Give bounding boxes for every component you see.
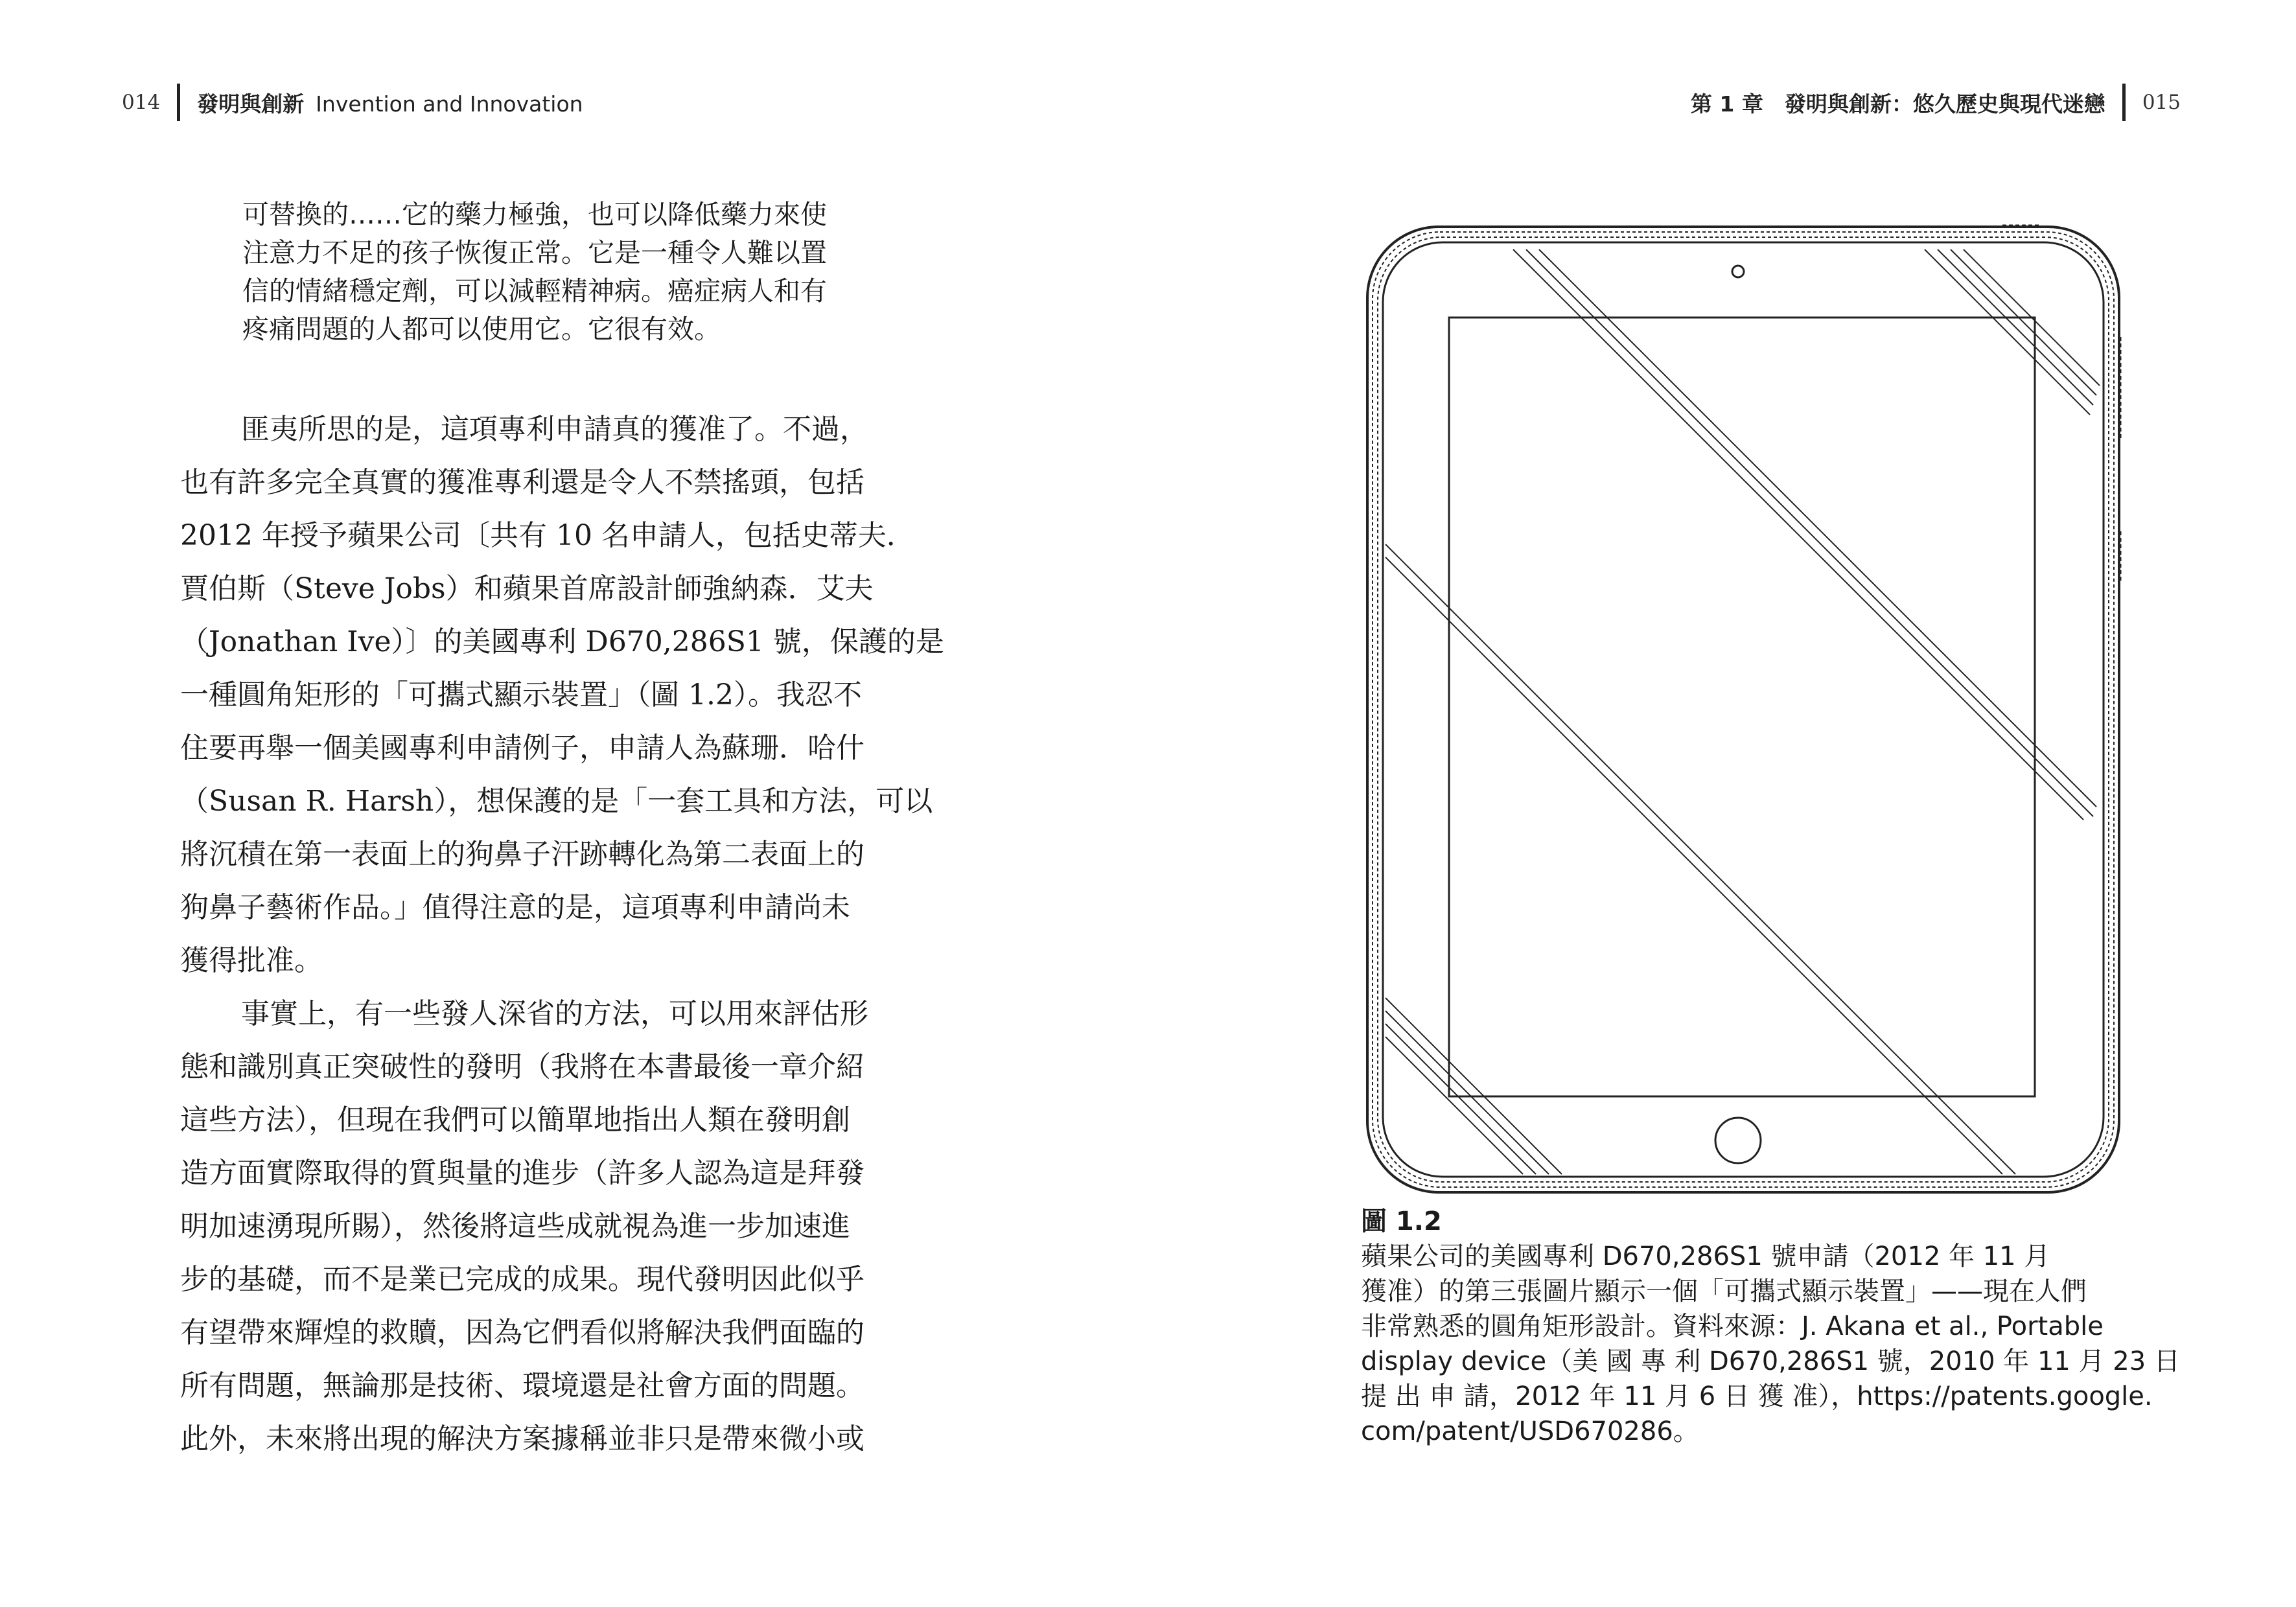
caption-line: com/patent/USD670286。 — [1361, 1416, 1699, 1446]
body-line: 匪夷所思的是，這項專利申請真的獲准了。不過， — [241, 413, 868, 446]
caption-text: 蘋果公司的美國專利 D670,286S1 號申請（2012 年 11 月 — [1361, 1242, 2050, 1271]
quote-line: 可替換的……它的藥力極強，也可以降低藥力來使 — [242, 199, 827, 230]
left-page-number: 014 — [122, 91, 161, 114]
body-line: 也有許多完全真實的獲准專利還是令人不禁搖頭，包括 — [180, 466, 864, 499]
body-text — [180, 403, 951, 1466]
block-quote — [242, 196, 903, 349]
book-title-en: Invention and Innovation — [316, 91, 583, 117]
body-line: 態和識別真正突破性的發明（我將在本書最後一章介紹 — [180, 1050, 864, 1083]
body-line: （Susan R. Harsh），想保護的是「一套工具和方法，可以 — [180, 785, 933, 818]
caption-line: 非常熟悉的圓角矩形設計。資料來源：J. Akana et al., Portable — [1361, 1312, 2104, 1341]
book-title — [197, 87, 583, 118]
body-line: 這些方法），但現在我們可以簡單地指出人類在發明創 — [180, 1104, 850, 1137]
home-button-icon — [1715, 1118, 1761, 1163]
tablet-patent-drawing-icon — [1354, 220, 2132, 1205]
body-line: 賈伯斯（Steve Jobs）和蘋果首席設計師強納森．艾夫 — [180, 572, 874, 605]
body-line: 將沉積在第一表面上的狗鼻子汗跡轉化為第二表面上的 — [180, 838, 864, 871]
body-line: 獲得批准。 — [180, 944, 323, 977]
figure-caption — [1361, 1204, 2180, 1449]
device-edge-stipple — [1373, 232, 2114, 1187]
figure-label: 圖 1.2 — [1361, 1207, 1442, 1236]
header-divider — [177, 84, 180, 121]
quote-line: 注意力不足的孩子恢復正常。它是一種令人難以置 — [242, 237, 827, 268]
header-divider — [2122, 84, 2126, 121]
device-outline — [1367, 227, 2119, 1192]
body-line: 狗鼻子藝術作品。」值得注意的是，這項專利申請尚未 — [180, 891, 850, 924]
tablet-patent-figure — [1354, 220, 2132, 1205]
quote-line: 疼痛問題的人都可以使用它。它很有效。 — [242, 314, 721, 345]
device-inner-outline — [1383, 242, 2104, 1177]
quote-line: 信的情緒穩定劑，可以減輕精神病。癌症病人和有 — [242, 275, 827, 306]
body-line: 造方面實際取得的質與量的進步（許多人認為這是拜發 — [180, 1157, 864, 1190]
screen-outline — [1449, 318, 2035, 1096]
body-line: 步的基礎，而不是業已完成的成果。現代發明因此似乎 — [180, 1263, 864, 1296]
left-page-header — [122, 83, 583, 122]
caption-line: 提 出 申 請，2012 年 11 月 6 日 獲 准），https://patents.google. — [1361, 1382, 2153, 1411]
body-line: 有望帶來輝煌的救贖，因為它們看似將解決我們面臨的 — [180, 1316, 864, 1349]
body-line: 住要再舉一個美國專利申請例子，申請人為蘇珊．哈什 — [180, 732, 864, 765]
body-line: 事實上，有一些發人深省的方法，可以用來評估形 — [241, 997, 868, 1030]
caption-line: 獲准）的第三張圖片顯示一個「可攜式顯示裝置」——現在人們 — [1361, 1277, 2087, 1306]
body-line: 所有問題，無論那是技術、環境還是社會方面的問題。 — [180, 1369, 864, 1402]
right-page-number: 015 — [2142, 91, 2181, 114]
right-page-header — [1691, 83, 2181, 122]
body-line: （Jonathan Ive）〕的美國專利 D670,286S1 號，保護的是 — [180, 625, 944, 658]
body-line: 明加速湧現所賜），然後將這些成就視為進一步加速進 — [180, 1210, 850, 1243]
camera-icon — [1732, 266, 1744, 277]
book-title-zh: 發明與創新 — [197, 91, 305, 117]
body-line: 一種圓角矩形的「可攜式顯示裝置」（圖 1.2）。我忍不 — [180, 678, 862, 711]
body-line: 此外，未來將出現的解決方案據稱並非只是帶來微小或 — [180, 1422, 864, 1455]
chapter-title: 第 1 章 發明與創新：悠久歷史與現代迷戀 — [1690, 91, 2105, 117]
body-line: 2012 年授予蘋果公司〔共有 10 名申請人，包括史蒂夫． — [180, 519, 915, 552]
caption-line — [1361, 1204, 2139, 1274]
caption-line: display device（美 國 專 利 D670,286S1 號，2010 年 11 月 23 日 — [1361, 1347, 2180, 1376]
